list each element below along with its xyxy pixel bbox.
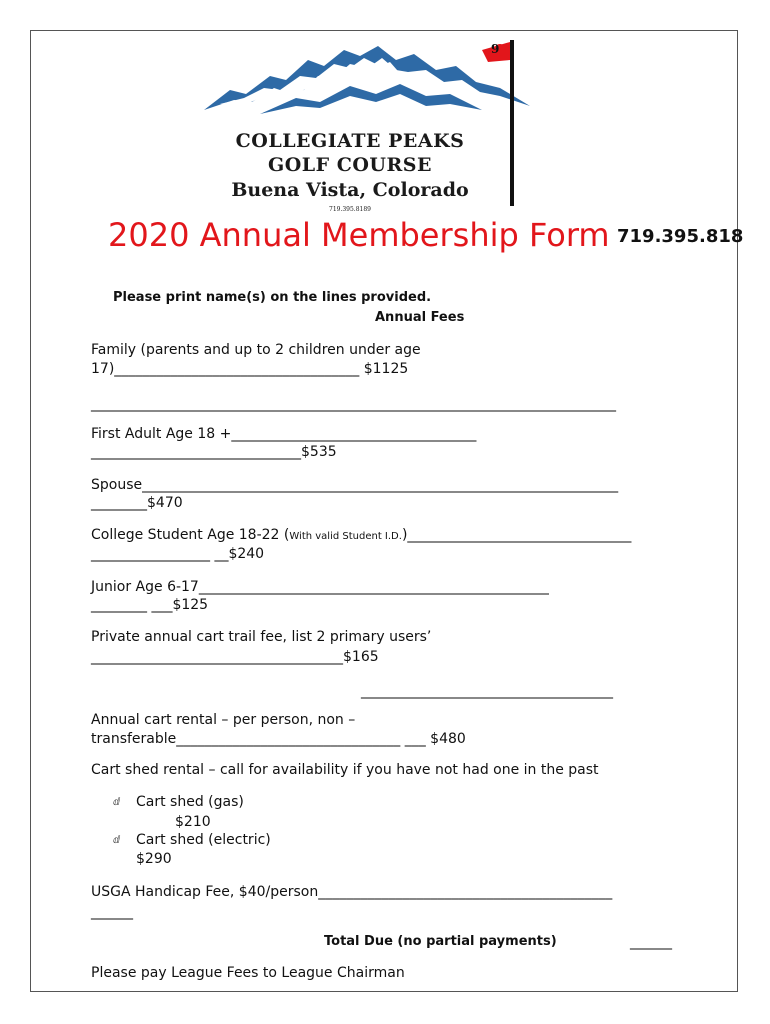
usga-blank-line[interactable]: ______	[91, 904, 133, 920]
total-due-blank[interactable]: ______	[630, 934, 672, 950]
family-label: Family (parents and up to 2 children under age	[91, 342, 421, 358]
course-logo	[200, 36, 540, 216]
first-adult-label[interactable]: First Adult Age 18 +___________________________________	[91, 426, 477, 442]
fees-heading: Annual Fees	[375, 310, 465, 325]
logo-name-line1: COLLEGIATE PEAKS	[235, 130, 465, 152]
total-due-label: Total Due (no partial payments)	[324, 934, 557, 949]
bullet-icon: ⅆ	[113, 835, 121, 846]
cart-shed-intro: Cart shed rental – call for availability if you have not had one in the past	[91, 762, 599, 778]
instruction-text: Please print name(s) on the lines provided.	[113, 290, 432, 305]
usga-handicap-label[interactable]: USGA Handicap Fee, $40/person__________________________________________	[91, 884, 613, 900]
family-name-line[interactable]: 17)___________________________________ $1125	[91, 361, 409, 377]
spouse-price-line: ________$470	[91, 495, 183, 511]
college-prefix: College Student Age 18-22 (	[91, 527, 290, 543]
college-student-label[interactable]	[91, 527, 631, 543]
junior-label[interactable]: Junior Age 6-17__________________________________________________	[91, 579, 549, 595]
logo-name-line2: GOLF COURSE	[268, 154, 432, 176]
cart-trail-label: Private annual cart trail fee, list 2 primary users’	[91, 629, 432, 645]
cart-trail-name-line[interactable]: ____________________________________$165	[91, 649, 379, 665]
junior-price-line: ________ ___$125	[91, 597, 209, 613]
cart-rental-name-line[interactable]: transferable________________________________ ___ $480	[91, 731, 466, 747]
league-fees-note: Please pay League Fees to League Chairman	[91, 965, 405, 981]
college-note: With valid Student I.D.	[289, 531, 402, 542]
cart-rental-label: Annual cart rental – per person, non –	[91, 712, 356, 728]
family-names-blank-line[interactable]: ___________________________________________________________________________	[91, 396, 616, 412]
logo-location: Buena Vista, Colorado	[231, 179, 469, 201]
form-title: 2020 Annual Membership Form	[108, 216, 610, 254]
first-adult-price-line: ______________________________$535	[91, 444, 337, 460]
logo-phone: 719.395.8189	[329, 206, 371, 213]
spouse-label[interactable]: Spouse____________________________________________________________________	[91, 477, 619, 493]
college-price-line: _________________ __$240	[91, 546, 265, 562]
shed-electric-price: $290	[136, 851, 172, 867]
shed-electric-label: Cart shed (electric)	[136, 832, 271, 848]
shed-gas-price: $210	[175, 814, 211, 830]
bullet-icon: ⅆ	[113, 797, 121, 808]
shed-gas-label: Cart shed (gas)	[136, 794, 244, 810]
college-suffix: )________________________________	[401, 527, 632, 543]
phone-number: 719.395.818	[617, 226, 744, 247]
cart-trail-second-user-line[interactable]: ____________________________________	[361, 683, 613, 699]
flag-number: 9	[491, 42, 500, 56]
